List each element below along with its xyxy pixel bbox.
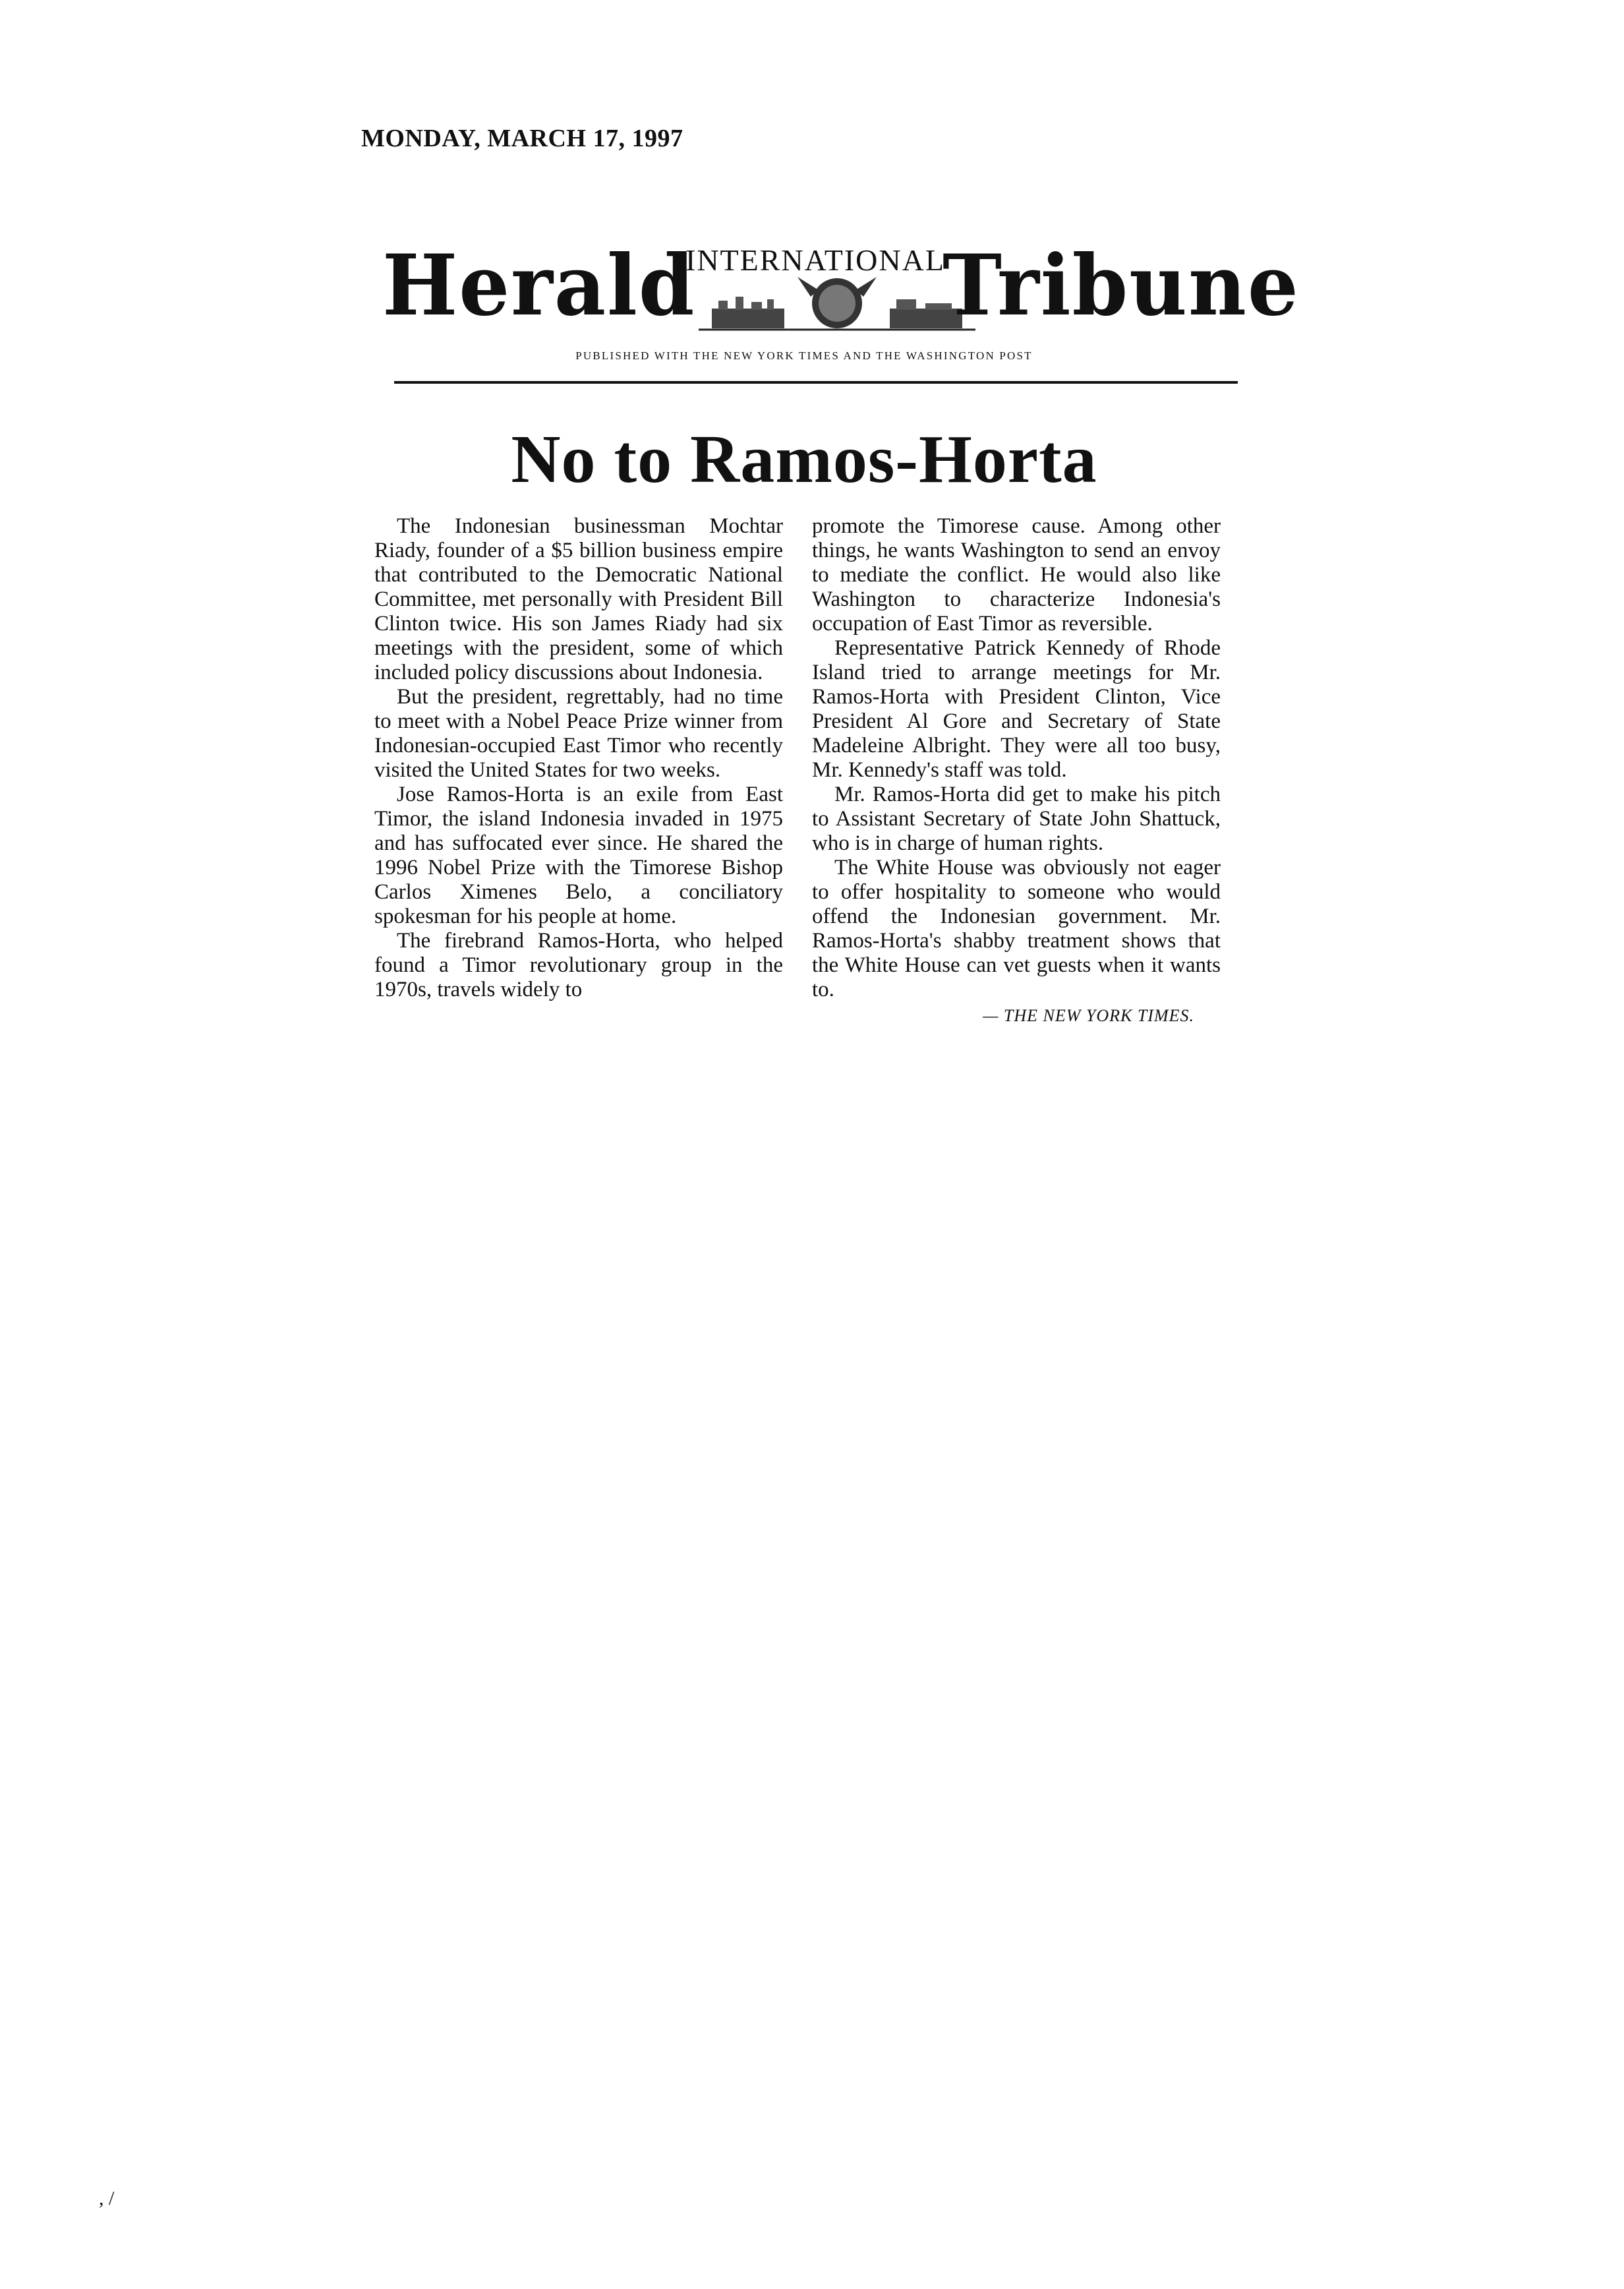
masthead-international: INTERNATIONAL bbox=[685, 243, 945, 277]
paragraph: But the president, regrettably, had no time to meet with a Nobel Peace Prize winner from Indonesian-occupied East Timor who recently visited the United States for two weeks. bbox=[374, 685, 783, 782]
headline: No to Ramos-Horta bbox=[511, 421, 1097, 497]
paragraph-continuation: promote the Timorese cause. Among other things, he wants Washington to send an envoy to mediate the conflict. He would also like Washington to characterize Indonesia's occupation of East Timor as reversible. bbox=[812, 514, 1221, 636]
masthead-rule bbox=[394, 381, 1238, 384]
paragraph: Mr. Ramos-Horta did get to make his pitch to Assistant Secretary of State John Shattuck, who is in charge of human rights. bbox=[812, 783, 1221, 855]
paragraph: The firebrand Ramos-Horta, who helped found a Timor revolutionary group in the 1970s, travels widely to bbox=[374, 929, 783, 1001]
masthead bbox=[369, 224, 1300, 362]
dateline: MONDAY, MARCH 17, 1997 bbox=[361, 125, 683, 152]
paragraph: The White House was obviously not eager to offer hospitality to someone who would offend the Indonesian government. Mr. Ramos-Horta's shabby treatment shows that the White House can vet guests when it wants to. bbox=[812, 856, 1221, 1001]
paragraph: Representative Patrick Kennedy of Rhode Island tried to arrange meetings for Mr. Ramos-Horta with President Clinton, Vice President Al Gore and Secretary of State Madeleine Albright. They were all too busy, Mr. Kennedy's staff was told. bbox=[812, 636, 1221, 782]
article-column-left bbox=[374, 514, 783, 1002]
masthead-herald: Herald bbox=[382, 237, 696, 334]
paragraph: Jose Ramos-Horta is an exile from East Timor, the island Indonesia invaded in 1975 and has suffocated ever since. He shared the 1996 Nobel Prize with the Timorese Bishop Carlos Ximenes Belo, a conciliatory spokesman for his people at home. bbox=[374, 783, 783, 928]
masthead-emblem-icon bbox=[699, 270, 975, 336]
masthead-subtitle: PUBLISHED WITH THE NEW YORK TIMES AND THE WASHINGTON POST bbox=[575, 349, 1033, 362]
margin-mark: , / bbox=[99, 2187, 115, 2209]
masthead-tribune: Tribune bbox=[942, 237, 1300, 334]
paragraph: The Indonesian businessman Mochtar Riady, founder of a $5 billion business empire that contributed to the Democratic National Committee, met personally with President Bill Clinton twice. His son James Riady had six meetings with the president, some of which included policy discussions about Indonesia. bbox=[374, 514, 783, 684]
article-column-right bbox=[812, 514, 1221, 1028]
article-credit: — THE NEW YORK TIMES. bbox=[983, 1006, 1194, 1025]
